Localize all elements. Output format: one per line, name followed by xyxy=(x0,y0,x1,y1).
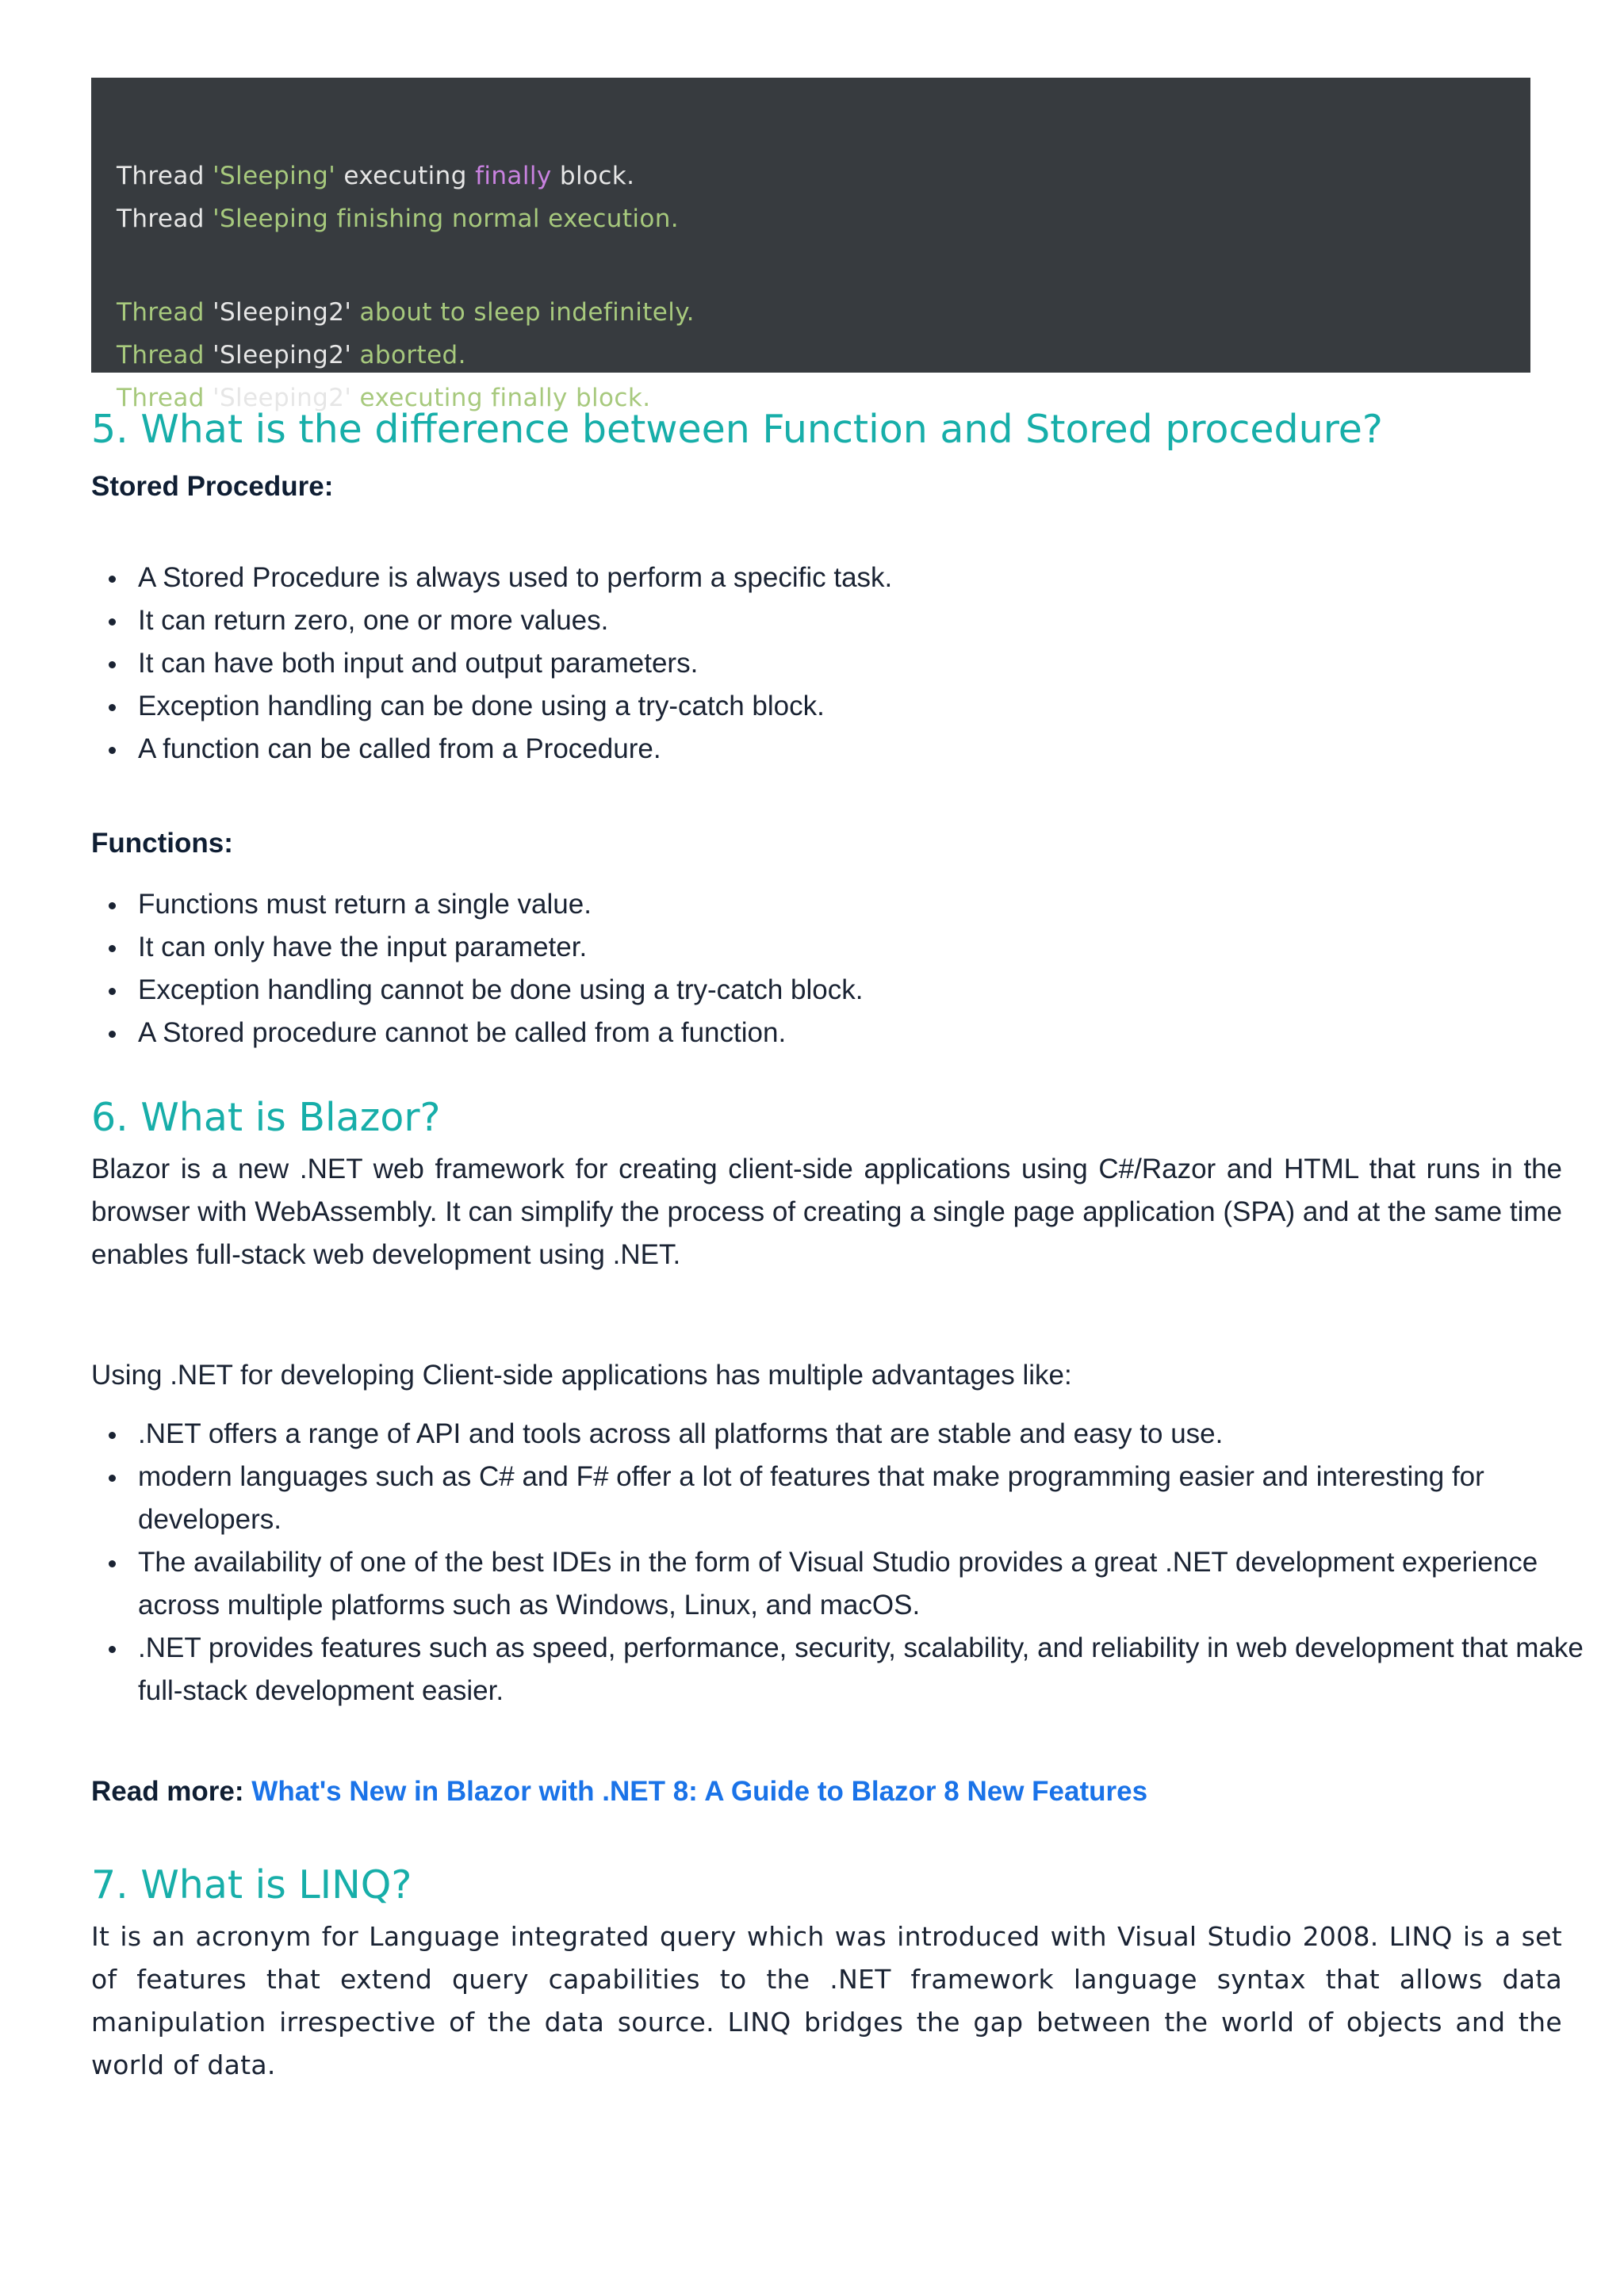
code-line xyxy=(117,297,695,328)
list-item: Exception handling can be done using a try-catch block. xyxy=(138,685,1597,728)
functions-list xyxy=(91,883,1597,1054)
section-6-heading: 6. What is Blazor? xyxy=(91,1095,441,1140)
code-segment: Thread xyxy=(117,205,213,233)
code-segment: 'Sleeping2' xyxy=(213,384,352,412)
advantages-intro: Using .NET for developing Client-side applications has multiple advantages like: xyxy=(91,1360,1072,1391)
section-5-heading: 5. What is the difference between Function and Stored procedure? xyxy=(91,407,1383,452)
code-segment: aborted. xyxy=(351,341,466,369)
read-more-link[interactable]: What's New in Blazor with .NET 8: A Guide to Blazor 8 New Features xyxy=(251,1776,1148,1807)
stored-procedure-label: Stored Procedure: xyxy=(91,471,334,502)
code-segment: 'Sleeping' xyxy=(213,162,336,190)
list-item: A function can be called from a Procedure. xyxy=(138,728,1597,771)
functions-label: Functions: xyxy=(91,828,233,859)
code-segment: executing xyxy=(335,162,476,190)
stored-procedure-list xyxy=(91,557,1597,771)
code-line xyxy=(117,160,634,192)
list-item: It can only have the input parameter. xyxy=(138,926,1597,969)
code-segment: Thread xyxy=(117,298,213,327)
list-item: .NET provides features such as speed, performance, security, scalability, and reliability in web development that make full-stack development easier. xyxy=(138,1627,1597,1712)
blazor-intro-paragraph: Blazor is a new .NET web framework for creating client-side applications using C#/Razor and HTML that runs in the browser with WebAssembly. It can simplify the process of creating a single page application (SPA) and at the same time enables full-stack web development using .NET. xyxy=(91,1154,1562,1270)
code-segment: executing finally block. xyxy=(351,384,651,412)
read-more-label: Read more: xyxy=(91,1776,252,1807)
code-output-block xyxy=(91,78,1530,412)
code-segment: 'Sleeping2' xyxy=(213,341,352,369)
list-item: A Stored procedure cannot be called from a function. xyxy=(138,1012,1597,1054)
code-segment: 'Sleeping finishing normal execution. xyxy=(213,205,680,233)
list-item: A Stored Procedure is always used to perform a specific task. xyxy=(138,557,1597,599)
code-segment: 'Sleeping2' xyxy=(213,298,352,327)
code-segment: about to sleep indefinitely. xyxy=(351,298,695,327)
list-item: .NET offers a range of API and tools across all platforms that are stable and easy to use. xyxy=(138,1413,1597,1456)
code-line xyxy=(117,339,466,371)
section-7-heading: 7. What is LINQ? xyxy=(91,1862,412,1908)
list-item: Exception handling cannot be done using a try-catch block. xyxy=(138,969,1597,1012)
code-segment: finally xyxy=(475,162,552,190)
code-segment: Thread xyxy=(117,341,213,369)
code-segment: Thread xyxy=(117,384,213,412)
code-line xyxy=(117,203,679,235)
code-segment: block. xyxy=(551,162,635,190)
list-item: Functions must return a single value. xyxy=(138,883,1597,926)
list-item: The availability of one of the best IDEs in the form of Visual Studio provides a great .NET development experience across multiple platforms such as Windows, Linux, and macOS. xyxy=(138,1541,1597,1627)
list-item: modern languages such as C# and F# offer a lot of features that make programming easier and interesting for developers. xyxy=(138,1456,1597,1541)
advantages-list xyxy=(91,1413,1597,1712)
read-more xyxy=(91,1774,1147,1809)
code-segment: Thread xyxy=(117,162,213,190)
list-item: It can return zero, one or more values. xyxy=(138,599,1597,642)
list-item: It can have both input and output parameters. xyxy=(138,642,1597,685)
linq-paragraph: It is an acronym for Language integrated query which was introduced with Visual Studio 2008. LINQ is a set of features that extend query capabilities to the .NET framework language syntax that allows data manipulation irrespective of the data source. LINQ bridges the gap between the world of objects and the world of data. xyxy=(91,1921,1562,2080)
